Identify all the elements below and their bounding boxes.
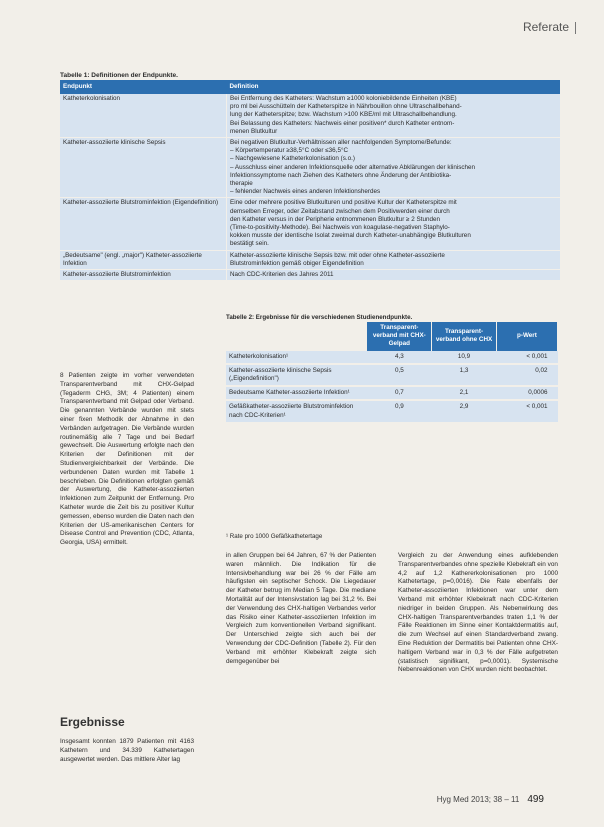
section-header — [523, 20, 576, 34]
chx-value-cell: 4,3 — [367, 351, 432, 364]
definition-line: lung der Katheterspitze; bzw. Wachstum >100 KBE/ml mit Ultraschallbehandlung. — [230, 111, 457, 119]
endpoint-cell: Katheterkolonisation — [60, 94, 227, 138]
section-title-results: Ergebnisse — [60, 715, 125, 729]
definition-line: Katheter-assoziierte klinische Sepsis bzw. mit oder ohne Katheter-assoziierte — [230, 251, 445, 259]
definition-line: – Nachgewiesene Katheterkolonisation (s.o.) — [230, 155, 355, 163]
table2-row — [226, 400, 558, 422]
right-column-text — [398, 552, 558, 675]
definition-line: Eine oder mehrere positive Blutkulturen und positive Kultur der Katheterspitze mit — [230, 199, 457, 207]
no-chx-value-cell: 2,9 — [432, 400, 497, 422]
result-label-cell: Katheterkolonisation¹ — [226, 351, 367, 364]
header-divider — [575, 22, 576, 34]
table2-row — [226, 351, 558, 364]
definition-line: den Katheter versus in der Peripherie entnommenen Blutkultur ≥ 2 Stunden — [230, 215, 440, 223]
chx-value-cell: 0,7 — [367, 386, 432, 400]
table2-caption: Tabelle 2: Ergebnisse für die verschiedenen Studienendpunkte. — [226, 314, 413, 321]
pvalue-cell: 0,0006 — [496, 386, 557, 400]
endpoint-cell: Katheter-assoziierte klinische Sepsis — [60, 138, 227, 198]
result-label-cell: Katheter-assoziierte klinische Sepsis („Eigendefinition") — [226, 364, 367, 386]
definition-line: Bei Entfernung des Katheters: Wachstum ≥1000 koloniebildende Einheiten (KBE) — [230, 95, 457, 102]
table2-header-no-chx: Transparent-verband ohne CHX — [432, 322, 497, 351]
table1-row — [60, 138, 560, 198]
page-footer — [437, 794, 544, 805]
no-chx-value-cell: 10,9 — [432, 351, 497, 364]
table2-footnote: ¹ Rate pro 1000 Gefäßkathetertage — [226, 533, 323, 540]
result-label-cell: Bedeutsame Katheter-assoziierte Infektion¹ — [226, 386, 367, 400]
definition-line: – Ausschluss einer anderen Infektionsquelle oder alternative Abklärungen der klinischen — [230, 163, 476, 171]
table2-header-pvalue: p-Wert — [496, 322, 557, 351]
endpoint-cell: Katheter-assoziierte Blutstrominfektion (Eigendefinition) — [60, 198, 227, 250]
definition-line: Bei Belassung des Katheters: Nachweis einer positiven* durch Katheter entnom- — [230, 119, 455, 127]
results-intro: Insgesamt konnten 1879 Patienten mit 4163 Kathetern und 34.339 Kathetertagen ausgewertet werden. Das mittlere Alter lag — [60, 738, 194, 763]
no-chx-value-cell: 2,1 — [432, 386, 497, 400]
left-column-text — [60, 372, 194, 548]
table1-row — [60, 94, 560, 138]
pvalue-cell: 0,02 — [496, 364, 557, 386]
chx-value-cell: 0,9 — [367, 400, 432, 422]
definition-line: – Körpertemperatur ≥38,5°C oder ≤36,5°C — [230, 147, 349, 155]
left-paragraph: 8 Patienten zeigte im vorher verwendeten Transparentverband mit CHX-Gelpad (Tegaderm CHG, 3M; 4 Patienten) einem Transparentverband mit Gelpad oder Verband. Die genannten Verbände wurden mit stets einer fixen Methodik der Abnahme in den Verbänden aufgetragen. Die Verbände wurden routinemäßig alle 7 Tage und bei Bedarf gewechselt. Die Auswertung erfolgte nach den Kriterien der Definitionen mit der Studienvergleichbarkeit der Verbände. Die verbundenen Daten wurden mit Tabelle 1 beschrieben. Die Definitionen erfolgten gemäß der Auswertung, die Katheter-assoziierten Infektionen zum Zeitpunkt der Entfernung. Pro Katheter wurde die Zeit bis zu positiver Kultur gemessen, ebenso wurden die Daten nach den Kriterien der US-amerikanischen Centers for Disease Control and Prevention (CDC, Atlanta, Georgia, USA) ermittelt. — [60, 372, 194, 547]
table1-header-endpoint: Endpunkt — [60, 80, 227, 94]
table2-row — [226, 386, 558, 400]
definition-line: Bei negativen Blutkultur-Verhältnissen aller nachfolgenden Symptome/Befunde: — [230, 139, 452, 147]
chx-value-cell: 0,5 — [367, 364, 432, 386]
definition-cell — [227, 250, 561, 269]
definition-line: (Time-to-positivity-Methode). Bei Nachweis von koagulase-negativen Staphylo- — [230, 224, 450, 232]
table1-row — [60, 250, 560, 269]
middle-paragraph: in allen Gruppen bei 64 Jahren, 67 % der Patienten waren männlich. Die Indikation für die Intensivbehandlung war bei 26 % der Fälle am häufigsten ein septischer Schock. Die Liegedauer der Katheter betrug im Median 5 Tage. Die mediane Mortalität auf der Intensivstation lag bei 31,2 %. Bei der Verwendung des CHX-haltigen Verbandes verlor das Risiko einer Katheter-assoziierten Infektion im Vergleich zum konventionellen Verband signifikant. Der Unterschied zeigte sich auch bei der Verwendung der CDC-Definition (Tabelle 2). Für den Verband mit erhöhter Klebekraft zeigte sich demgegenüber bei — [226, 552, 376, 665]
definition-line: menen Blutkultur — [230, 127, 278, 135]
definition-line: demselben Erreger, oder Zeitabstand zwischen dem Positivwerden einer durch — [230, 207, 450, 215]
definition-line: Blutstrominfektion gemäß obiger Eigendefinition — [230, 259, 364, 267]
table2-header-blank — [226, 322, 367, 351]
definition-line: Nach CDC-Kriterien des Jahres 2011 — [230, 271, 334, 279]
table1-row — [60, 270, 560, 281]
table2-header-chx: Transparent-verband mit CHX-Gelpad — [367, 322, 432, 351]
middle-column-text — [226, 552, 376, 666]
endpoint-cell: Katheter-assoziierte Blutstrominfektion — [60, 270, 227, 281]
definition-cell — [227, 94, 561, 138]
definition-cell — [227, 138, 561, 198]
table1-caption: Tabelle 1: Definitionen der Endpunkte. — [60, 72, 178, 79]
table2-row — [226, 364, 558, 386]
section-label: Referate — [522, 20, 569, 34]
right-paragraph: Vergleich zu der Anwendung eines aufklebenden Transparentverbandes ohne spezielle Klebekraft ein von 4,2 auf 1,2 Kathererkolonisationen pro 1000 Kathetertage, p=0,0016). Die Rate ebenfalls der Katheter-assoziierten Infektionen war unter dem Verband mit erhöhter Klebekraft nach CDC-Kriterien niedriger in beiden Gruppen. Als Nebenwirkung des CHX-haltigen Transparentverbandes traten 1,1 % der Fälle Reaktionen im Sinne einer Kontaktdermatitis auf, die zum Wechsel auf einen Standardverband zwang. Eine Reduktion der Dermatitis bei Patienten ohne CHX-haltigem Verband war in 0,3 % der Fälle aufgetreten (statistisch signifikant, p=0,0001). Systemische Nebenreaktionen von CHX wurden nicht beobachtet. — [398, 552, 558, 674]
definitions-table — [60, 80, 560, 281]
definition-cell — [227, 198, 561, 250]
pvalue-cell: < 0,001 — [496, 351, 557, 364]
definition-line: kokken musste der identische Isolat zweimal durch Katheter-unabhängige Blutkulturen — [230, 232, 471, 240]
journal-citation: Hyg Med 2013; 38 – 11 — [436, 795, 520, 804]
result-label-cell: Gefäßkatheter-assoziierte Blutstrominfektion nach CDC-Kriterien¹ — [226, 400, 367, 422]
definition-line: pro ml bei Ausschütteln der Katheterspitze in Nährbouillon ohne Ultraschallbehand- — [230, 103, 462, 111]
table1-header-definition: Definition — [227, 80, 561, 94]
definition-cell — [227, 270, 561, 281]
no-chx-value-cell: 1,3 — [432, 364, 497, 386]
table1-row — [60, 198, 560, 250]
definition-line: bestätigt sein. — [230, 240, 269, 248]
definition-line: – fehlender Nachweis eines anderen Infektionsherdes — [230, 188, 381, 196]
page-number: 499 — [527, 794, 544, 805]
pvalue-cell: < 0,001 — [496, 400, 557, 422]
endpoint-cell: „Bedeutsame" (engl. „major") Katheter-assoziierte Infektion — [60, 250, 227, 269]
definition-line: therapie — [230, 180, 253, 188]
definition-line: Infektionssymptome nach Ziehen des Katheters ohne Änderung der Antibiotika- — [230, 171, 452, 179]
results-table — [226, 322, 558, 424]
